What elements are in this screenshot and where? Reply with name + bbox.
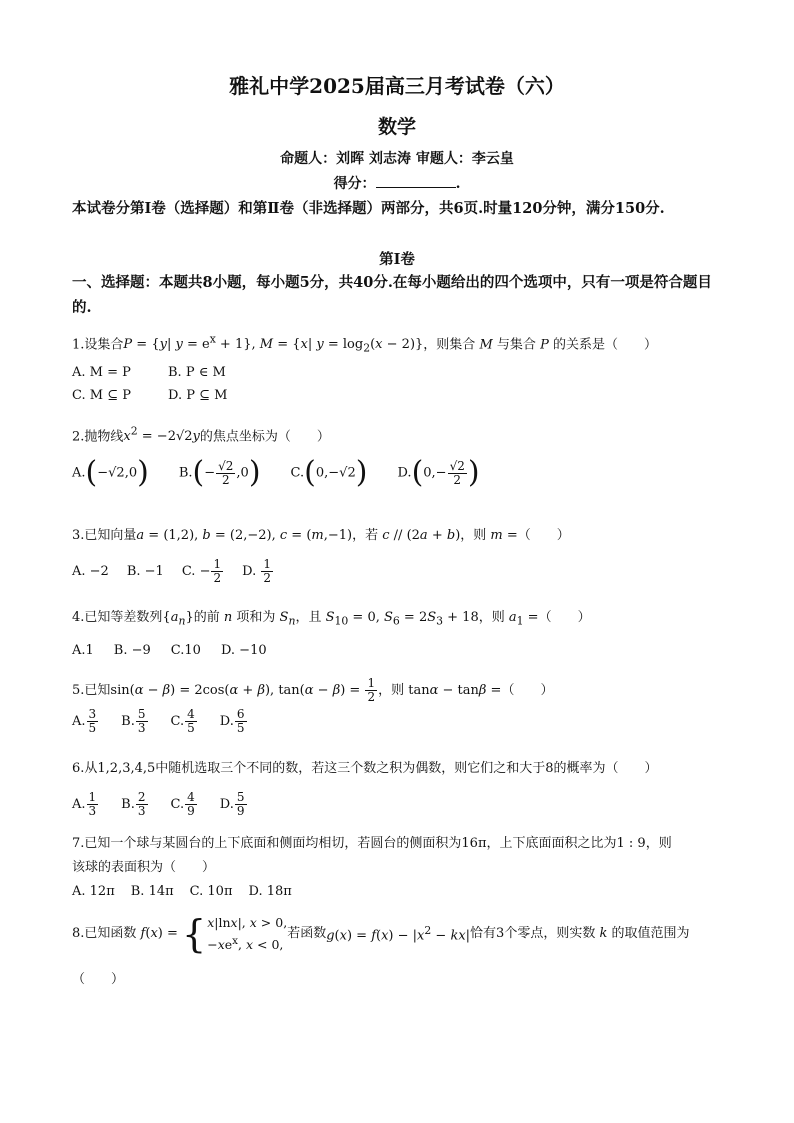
q4-text4: ，则 — [478, 610, 505, 625]
q4-option-a[interactable]: A.1 — [72, 643, 94, 658]
q5-option-a[interactable]: A. $\frac{3}{5}$ — [72, 707, 97, 735]
q3-option-c[interactable]: C. − $\frac{1}{2}$ — [181, 557, 222, 585]
q4-text2: 项和为 — [236, 610, 276, 625]
q1-options-row1 — [72, 365, 226, 380]
q3-option-b[interactable]: B. −1 — [126, 564, 164, 579]
q3-options — [72, 558, 274, 585]
q1-text2: 与集合 — [496, 337, 536, 353]
q3-option-a[interactable]: A. −2 — [72, 564, 109, 579]
q1-formula: P = {y| $y = e^x + 1$}, M = {x| $y = \log_2(x - 2)$} — [123, 333, 424, 355]
q1-option-d[interactable]: D. P ⊆ M — [168, 388, 228, 403]
question-4: 4.已知等差数列$\{a_n\}$的前 n 项和为 $S_n$，且 $S_{10} = 0$, $S_6 = 2S_3 + 18$，则 $a_1$ =（ ） — [72, 610, 591, 628]
exam-title: 雅礼中学2025届高三月考试卷（六） — [229, 74, 565, 98]
q4-option-c[interactable]: C.10 — [170, 643, 201, 658]
q1-option-b[interactable]: B. P ∈ M — [168, 365, 226, 380]
q3-condition: c // (2a + b) — [382, 528, 461, 543]
q3-text: ，若 — [352, 528, 379, 543]
authors-line: 命题人：刘晖 刘志涛 审题人：李云皇 — [280, 151, 514, 167]
q2-formula: $x^2 = -2√2y$ — [123, 425, 200, 445]
q1-stem: 1.设集合 — [72, 337, 124, 353]
question-1: 1.设集合P = {y| $y = e^x + 1$}, M = {x| $y = \log_2(x - 2)$}，则集合 M 与集合 P 的关系是（ ） — [72, 333, 657, 355]
q4-text3: ，且 — [295, 610, 322, 625]
q2-option-a[interactable]: A.(−√2,0) — [72, 455, 149, 490]
q4-stem: 4.已知等差数列 — [72, 610, 163, 625]
q7-text2: ，上下底面面积之比为 — [486, 836, 617, 851]
q5-text2: =（ ） — [490, 683, 554, 698]
q8-formula: $g(x) = f(x) - |x^2 - kx|$ — [326, 924, 471, 944]
section-heading: 一、选择题：本题共8小题，每小题5分，共40分.在每小题给出的四个选项中，只有一项是符合题目的. — [72, 274, 712, 316]
q2-option-d[interactable]: D.(0,− $\frac{√2}{2}$ ) — [397, 455, 480, 490]
q8-text2: 恰有3个零点，则实数 — [470, 926, 596, 942]
question-3: 3.已知向量a = (1,2), b = (2,−2), c = (m,−1)，若 c // (2a + b)，则 m =（ ） — [72, 528, 570, 543]
q4-options — [72, 643, 267, 658]
q5-stem: 5.已知 — [72, 683, 111, 698]
part-heading: 第Ⅰ卷 — [379, 251, 415, 268]
q7-option-d[interactable]: D. 18π — [248, 884, 292, 899]
q1-options-row2 — [72, 388, 227, 403]
q3-text3: =（ ） — [506, 528, 570, 543]
exam-intro: 本试卷分第Ⅰ卷（选择题）和第Ⅱ卷（非选择题）两部分，共6页.时量120分钟，满分150分. — [72, 200, 665, 217]
q1-text: ，则集合 — [423, 337, 476, 353]
q1-option-c[interactable]: C. M ⊆ P — [72, 388, 131, 403]
q2-option-b[interactable]: B.(− $\frac{√2}{2}$ ,0) — [178, 455, 261, 490]
q5-option-c[interactable]: C. $\frac{4}{5}$ — [170, 707, 195, 735]
q7-text3: ，则 — [645, 836, 672, 851]
q3-stem: 3.已知向量 — [72, 528, 137, 543]
q2-text: 的焦点坐标为（ ） — [199, 429, 330, 445]
q2-option-c[interactable]: C.(0,−√2) — [290, 455, 368, 490]
q5-option-d[interactable]: D. $\frac{6}{5}$ — [219, 707, 245, 735]
q5-formula: sin(α − β) = 2cos(α + β), tan(α − β) = $\frac{1}{2}$ — [110, 676, 376, 704]
q5-option-b[interactable]: B. $\frac{5}{3}$ — [121, 707, 146, 735]
question-5: 5.已知sin(α − β) = 2cos(α + β), tan(α − β) = $\frac{1}{2}$ ，则 tanα − tanβ =（ ） — [72, 676, 554, 704]
question-6: 6.从1,2,3,4,5中随机选取三个不同的数，若这三个数之积为偶数，则它们之和大于8的概率为（ ） — [72, 761, 658, 776]
q4-text: 的前 — [193, 610, 220, 625]
q2-options — [72, 455, 480, 490]
q8-stem: 8.已知函数 — [72, 926, 137, 942]
q1-option-a[interactable]: A. M = P — [72, 365, 131, 380]
q6-options — [72, 791, 248, 818]
q6-option-b[interactable]: B. $\frac{2}{3}$ — [121, 790, 146, 818]
q7-option-b[interactable]: B. 14π — [130, 884, 174, 899]
q4-text5: =（ ） — [527, 610, 591, 625]
q8-text3: 的取值范围为 — [611, 926, 690, 942]
q2-stem: 2.抛物线 — [72, 429, 124, 445]
question-8-line2: （ ） — [72, 972, 125, 987]
question-2 — [72, 422, 330, 447]
subject-title: 数学 — [377, 116, 416, 138]
q7-options — [72, 884, 292, 899]
q8-piecewise: { x|lnx|, x > 0, $-xe^x$, x < 0, — [182, 912, 288, 957]
score-suffix: . — [455, 176, 461, 192]
q7-option-c[interactable]: C. 10π — [189, 884, 233, 899]
q7-option-a[interactable]: A. 12π — [72, 884, 115, 899]
q4-option-d[interactable]: D. −10 — [220, 643, 267, 658]
q1-text3: 的关系是（ ） — [552, 337, 657, 353]
score-label: 得分： — [333, 176, 376, 192]
question-8: 8.已知函数 f(x) = { x|lnx|, x > 0, $-xe^x$, x < 0, 若函数 $g(x) = f(x) - |x^2 - kx|$ 恰有3个零点，则实数 k 的取值范围为 — [72, 912, 690, 957]
q5-options — [72, 708, 248, 735]
q6-option-c[interactable]: C. $\frac{4}{9}$ — [170, 790, 195, 818]
q4-formula: $S_{10} = 0$, $S_6 = 2S_3 + 18$ — [325, 610, 479, 628]
q3-text2: ，则 — [460, 528, 487, 543]
score-blank[interactable] — [376, 175, 456, 188]
q3-option-d[interactable]: D. $\frac{1}{2}$ — [242, 557, 271, 585]
q3-formula: a = (1,2), b = (2,−2), c = (m,−1) — [136, 528, 353, 543]
q6-option-d[interactable]: D. $\frac{5}{9}$ — [219, 790, 245, 818]
q8-text: 若函数 — [287, 926, 327, 942]
question-7: 7.已知一个球与某圆台的上下底面和侧面均相切，若圆台的侧面积为16π，上下底面面积之比为1 : 9，则 — [72, 836, 672, 851]
question-7-line2: 该球的表面积为（ ） — [72, 860, 216, 875]
q6-option-a[interactable]: A. $\frac{1}{3}$ — [72, 790, 97, 818]
score-line — [0, 173, 794, 193]
q5-text: ，则 — [378, 683, 405, 698]
q4-option-b[interactable]: B. −9 — [113, 643, 151, 658]
q8-function: f(x) = — [140, 926, 183, 942]
q7-text: 7.已知一个球与某圆台的上下底面和侧面均相切，若圆台的侧面积为 — [72, 836, 462, 851]
